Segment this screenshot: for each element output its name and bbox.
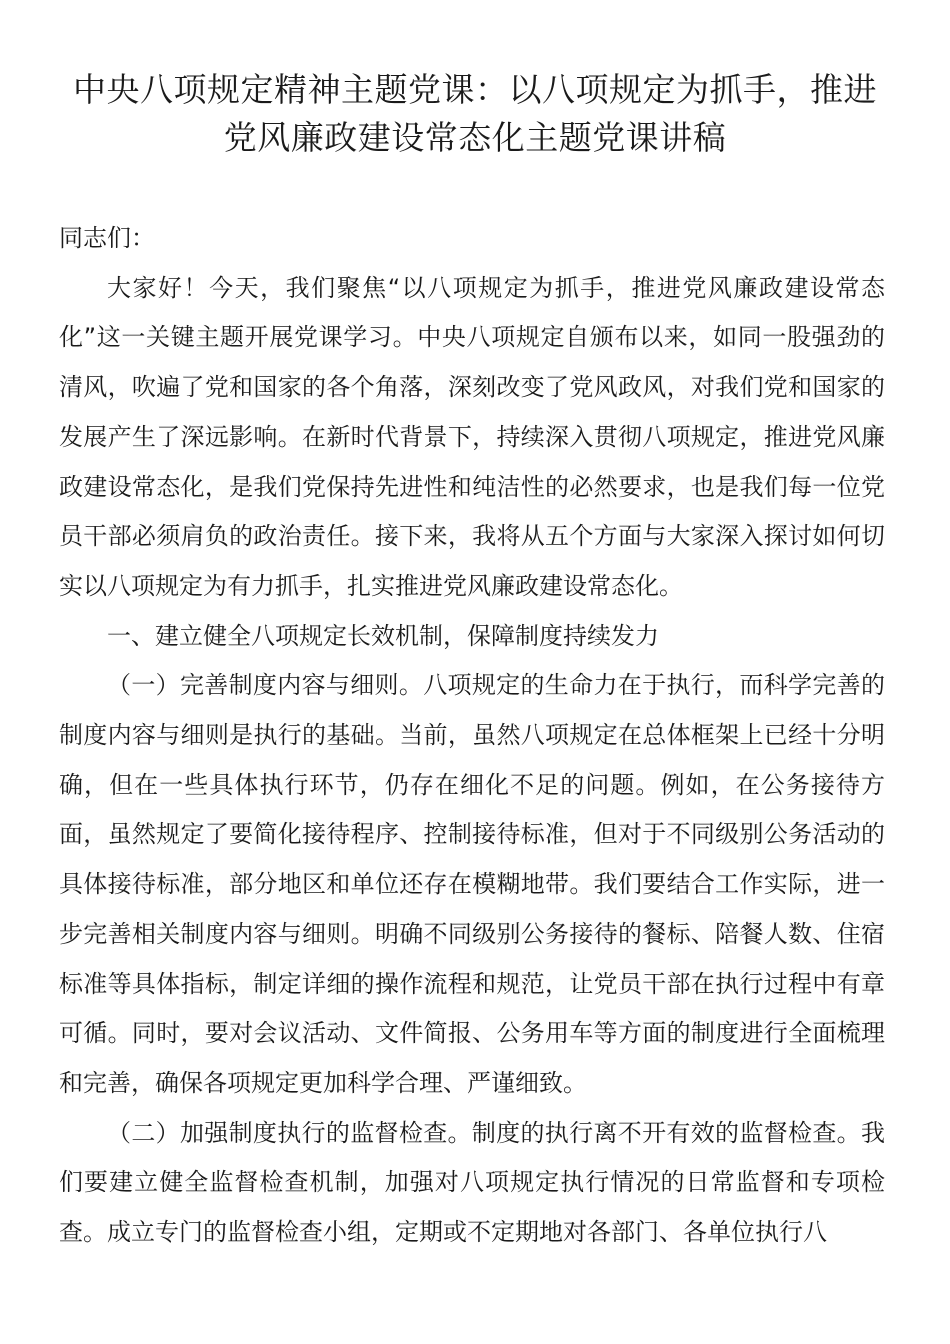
salutation: 同志们： xyxy=(59,224,155,252)
page-title: 中央八项规定精神主题党课：以八项规定为抓手，推进党风廉政建设常态化主题党课讲稿 xyxy=(73,70,877,157)
section-heading-1: 一、建立健全八项规定长效机制，保障制度持续发力 xyxy=(107,621,659,650)
paragraph-intro: 大家好！今天，我们聚焦“以八项规定为抓手，推进党风廉政建设常态化”这一关键主题开展党课学习。中央八项规定自颁布以来，如同一股强劲的清风，吹遍了党和国家的各个角落，深刻改变了党风政风，对我们党和国家的发展产生了深远影响。在新时代背景下，持续深入贯彻八项规定，推进党风廉政建设常态化，是我们党保持先进性和纯洁性的必然要求，也是我们每一位党员干部必须肩负的政治责任。接下来，我将从五个方面与大家深入探讨如何切实以八项规定为有力抓手，扎实推进党风廉政建设常态化。 xyxy=(59,273,885,600)
paragraph-subsection-1: （一）完善制度内容与细则。八项规定的生命力在于执行，而科学完善的制度内容与细则是执行的基础。当前，虽然八项规定在总体框架上已经十分明确，但在一些具体执行环节，仍存在细化不足的问题。例如，在公务接待方面，虽然规定了要简化接待程序、控制接待标准，但对于不同级别公务活动的具体接待标准，部分地区和单位还存在模糊地带。我们要结合工作实际，进一步完善相关制度内容与细则。明确不同级别公务接待的餐标、陪餐人数、住宿标准等具体指标，制定详细的操作流程和规范，让党员干部在执行过程中有章可循。同时，要对会议活动、文件简报、公务用车等方面的制度进行全面梳理和完善，确保各项规定更加科学合理、严谨细致。 xyxy=(59,671,885,1097)
document-body xyxy=(59,214,885,1258)
paragraph-subsection-2: （二）加强制度执行的监督检查。制度的执行离不开有效的监督检查。我们要建立健全监督检查机制，加强对八项规定执行情况的日常监督和专项检查。成立专门的监督检查小组，定期或不定期地对各部门、各单位执行八 xyxy=(59,1118,885,1247)
